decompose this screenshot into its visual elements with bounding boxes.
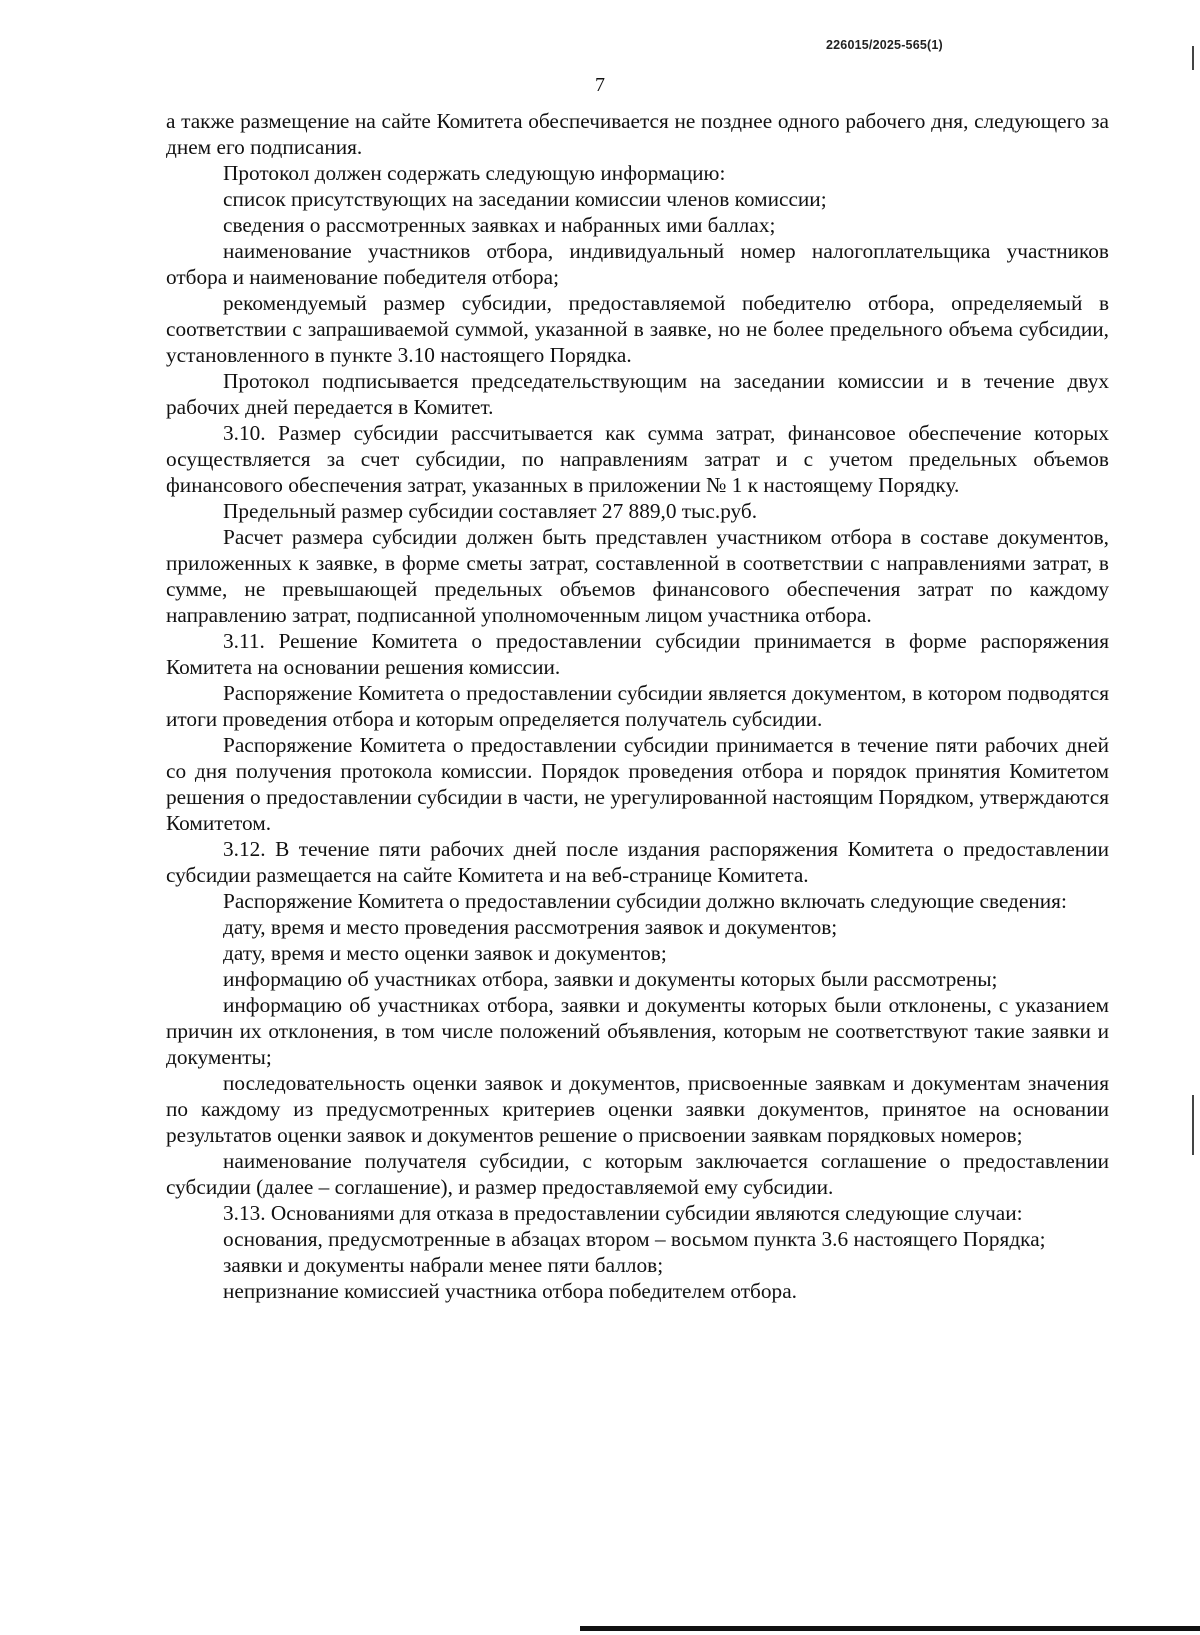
document-body <box>166 108 1109 1304</box>
paragraph-continuation: а также размещение на сайте Комитета обеспечивается не позднее одного рабочего дня, следующего за днем его подписания. <box>166 109 1109 159</box>
paragraph-clause-3-10: 3.10. Размер субсидии рассчитывается как сумма затрат, финансовое обеспечение которых осуществляется за счет субсидии, по направлениям затрат и с учетом предельных объемов финансового обеспечения затрат, указанных в приложении № 1 к настоящему Порядку. <box>166 421 1109 497</box>
paragraph-order-contents: Распоряжение Комитета о предоставлении субсидии должно включать следующие сведения: <box>223 889 1067 913</box>
paragraph-subsidy-limit: Предельный размер субсидии составляет 27 889,0 тыс.руб. <box>223 499 758 523</box>
paragraph-list-item: наименование участников отбора, индивидуальный номер налогоплательщика участников отбора и наименование победителя отбора; <box>166 239 1109 289</box>
scan-edge-mark <box>1192 1095 1194 1155</box>
paragraph-list-item: основания, предусмотренные в абзацах втором – восьмом пункта 3.6 настоящего Порядка; <box>223 1227 1046 1251</box>
paragraph-list-item: дату, время и место оценки заявок и документов; <box>223 941 667 965</box>
paragraph-list-item: наименование получателя субсидии, с которым заключается соглашение о предоставлении субсидии (далее – соглашение), и размер предоставляемой ему субсидии. <box>166 1149 1109 1199</box>
paragraph-clause-3-12: 3.12. В течение пяти рабочих дней после издания распоряжения Комитета о предоставлении субсидии размещается на сайте Комитета и на веб-странице Комитета. <box>166 837 1109 887</box>
paragraph-clause-3-13: 3.13. Основаниями для отказа в предоставлении субсидии являются следующие случаи: <box>223 1201 1023 1225</box>
paragraph-order-definition: Распоряжение Комитета о предоставлении субсидии является документом, в котором подводятся итоги проведения отбора и которым определяется получатель субсидии. <box>166 681 1109 731</box>
document-number: 226015/2025-565(1) <box>826 38 943 52</box>
paragraph-list-item: информацию об участниках отбора, заявки и документы которых были рассмотрены; <box>223 967 998 991</box>
page-number: 7 <box>595 74 605 96</box>
paragraph-clause-3-11: 3.11. Решение Комитета о предоставлении субсидии принимается в форме распоряжения Комитета на основании решения комиссии. <box>166 629 1109 679</box>
paragraph-list-item: список присутствующих на заседании комиссии членов комиссии; <box>223 187 827 211</box>
paragraph-list-item: рекомендуемый размер субсидии, предоставляемой победителю отбора, определяемый в соответствии с запрашиваемой суммой, указанной в заявке, но не более предельного объема субсидии, установленного в пункте 3.10 настоящего Порядка. <box>166 291 1109 367</box>
paragraph-list-item: дату, время и место проведения рассмотрения заявок и документов; <box>223 915 838 939</box>
paragraph-list-item: заявки и документы набрали менее пяти баллов; <box>223 1253 664 1277</box>
paragraph-list-item: непризнание комиссией участника отбора победителем отбора. <box>223 1279 797 1303</box>
paragraph-protocol-signing: Протокол подписывается председательствующим на заседании комиссии и в течение двух рабочих дней передается в Комитет. <box>166 369 1109 419</box>
paragraph-order-timing: Распоряжение Комитета о предоставлении субсидии принимается в течение пяти рабочих дней со дня получения протокола комиссии. Порядок проведения отбора и порядок принятия Комитетом решения о предоставлении субсидии в части, не урегулированной настоящим Порядком, утверждаются Комитетом. <box>166 733 1109 835</box>
paragraph-list-item: сведения о рассмотренных заявках и набранных ими баллах; <box>223 213 776 237</box>
paragraph-list-item: последовательность оценки заявок и документов, присвоенные заявкам и документам значения по каждому из предусмотренных критериев оценки заявки документов, принятое на основании результатов оценки заявок и документов решение о присвоении заявкам порядковых номеров; <box>166 1071 1109 1147</box>
paragraph-protocol-contents: Протокол должен содержать следующую информацию: <box>223 161 726 185</box>
paragraph-list-item: информацию об участниках отбора, заявки и документы которых были отклонены, с указанием причин их отклонения, в том числе положений объявления, которым не соответствуют такие заявки и документы; <box>166 993 1109 1069</box>
scan-edge-mark <box>1192 46 1194 70</box>
scan-bottom-edge <box>580 1626 1200 1631</box>
paragraph-subsidy-calculation: Расчет размера субсидии должен быть представлен участником отбора в составе документов, приложенных к заявке, в форме сметы затрат, составленной в соответствии с направлениями затрат, в сумме, не превышающей предельных объемов финансового обеспечения затрат по каждому направлению затрат, подписанной уполномоченным лицом участника отбора. <box>166 525 1109 627</box>
